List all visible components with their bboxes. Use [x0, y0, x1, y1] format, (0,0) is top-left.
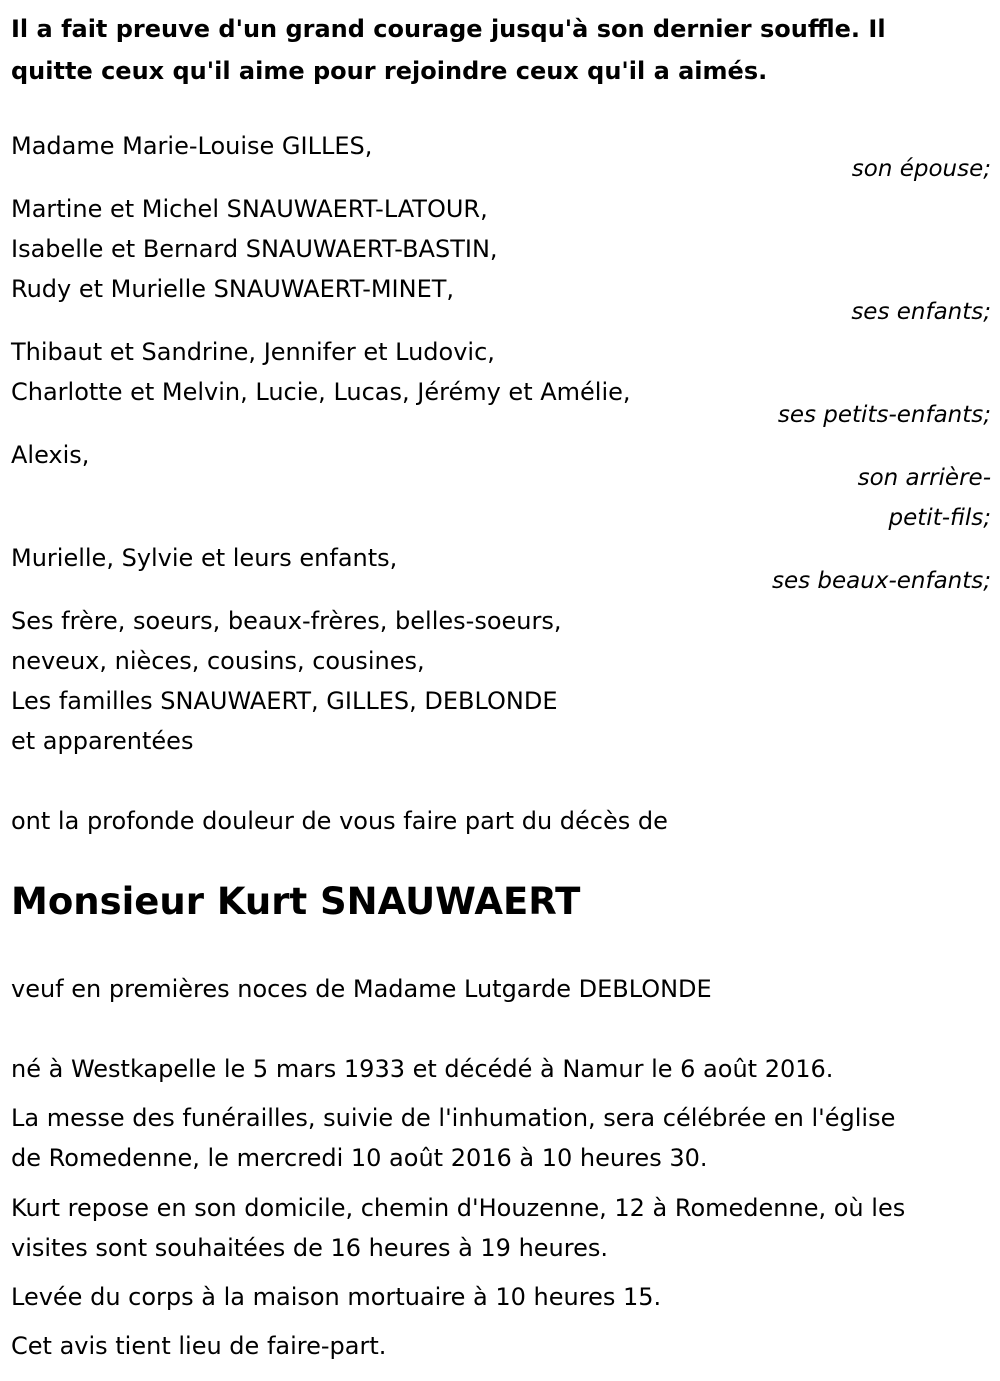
family-relation: ses enfants; — [851, 299, 991, 325]
family-name-line: Charlotte et Melvin, Lucie, Lucas, Jérémy et Amélie, — [11, 378, 631, 406]
family-name-line: Madame Marie-Louise GILLES, — [11, 132, 373, 160]
notice-text: Cet avis tient lieu de faire-part. — [11, 1332, 387, 1360]
family-relation: ses beaux-enfants; — [771, 568, 991, 594]
family-relation: petit-fils; — [888, 505, 991, 531]
visit-text-line-1: Kurt repose en son domicile, chemin d'Houzenne, 12 à Romedenne, où les — [11, 1194, 906, 1222]
family-relation: son arrière- — [857, 465, 991, 491]
family-name-line: et apparentées — [11, 727, 194, 755]
family-name-line: Thibaut et Sandrine, Jennifer et Ludovic, — [11, 338, 495, 366]
intro-text — [11, 8, 991, 92]
family-name-line: neveux, nièces, cousins, cousines, — [11, 647, 425, 675]
deceased-name: Monsieur Kurt SNAUWAERT — [11, 880, 581, 923]
family-name-line: Murielle, Sylvie et leurs enfants, — [11, 544, 398, 572]
family-relation: son épouse; — [851, 156, 991, 182]
family-relation: ses petits-enfants; — [777, 402, 991, 428]
levee-text: Levée du corps à la maison mortuaire à 10 heures 15. — [11, 1283, 662, 1311]
announcement-text: ont la profonde douleur de vous faire part du décès de — [11, 807, 668, 835]
intro-line-1: Il a fait preuve d'un grand courage jusqu'à son dernier souffle. Il — [11, 15, 886, 43]
family-name-line: Alexis, — [11, 441, 90, 469]
visit-text-line-2: visites sont souhaitées de 16 heures à 19 heures. — [11, 1234, 608, 1262]
funeral-text-line-1: La messe des funérailles, suivie de l'inhumation, sera célébrée en l'église — [11, 1104, 896, 1132]
family-name-line: Martine et Michel SNAUWAERT-LATOUR, — [11, 195, 488, 223]
intro-line-2: quitte ceux qu'il aime pour rejoindre ceux qu'il a aimés. — [11, 57, 768, 85]
family-name-line: Isabelle et Bernard SNAUWAERT-BASTIN, — [11, 235, 498, 263]
widower-text: veuf en premières noces de Madame Lutgarde DEBLONDE — [11, 975, 712, 1003]
family-name-line: Rudy et Murielle SNAUWAERT-MINET, — [11, 275, 455, 303]
family-name-line: Les familles SNAUWAERT, GILLES, DEBLONDE — [11, 687, 558, 715]
birth-death-text: né à Westkapelle le 5 mars 1933 et décédé à Namur le 6 août 2016. — [11, 1055, 834, 1083]
funeral-text-line-2: de Romedenne, le mercredi 10 août 2016 à 10 heures 30. — [11, 1144, 708, 1172]
family-name-line: Ses frère, soeurs, beaux-frères, belles-soeurs, — [11, 607, 562, 635]
